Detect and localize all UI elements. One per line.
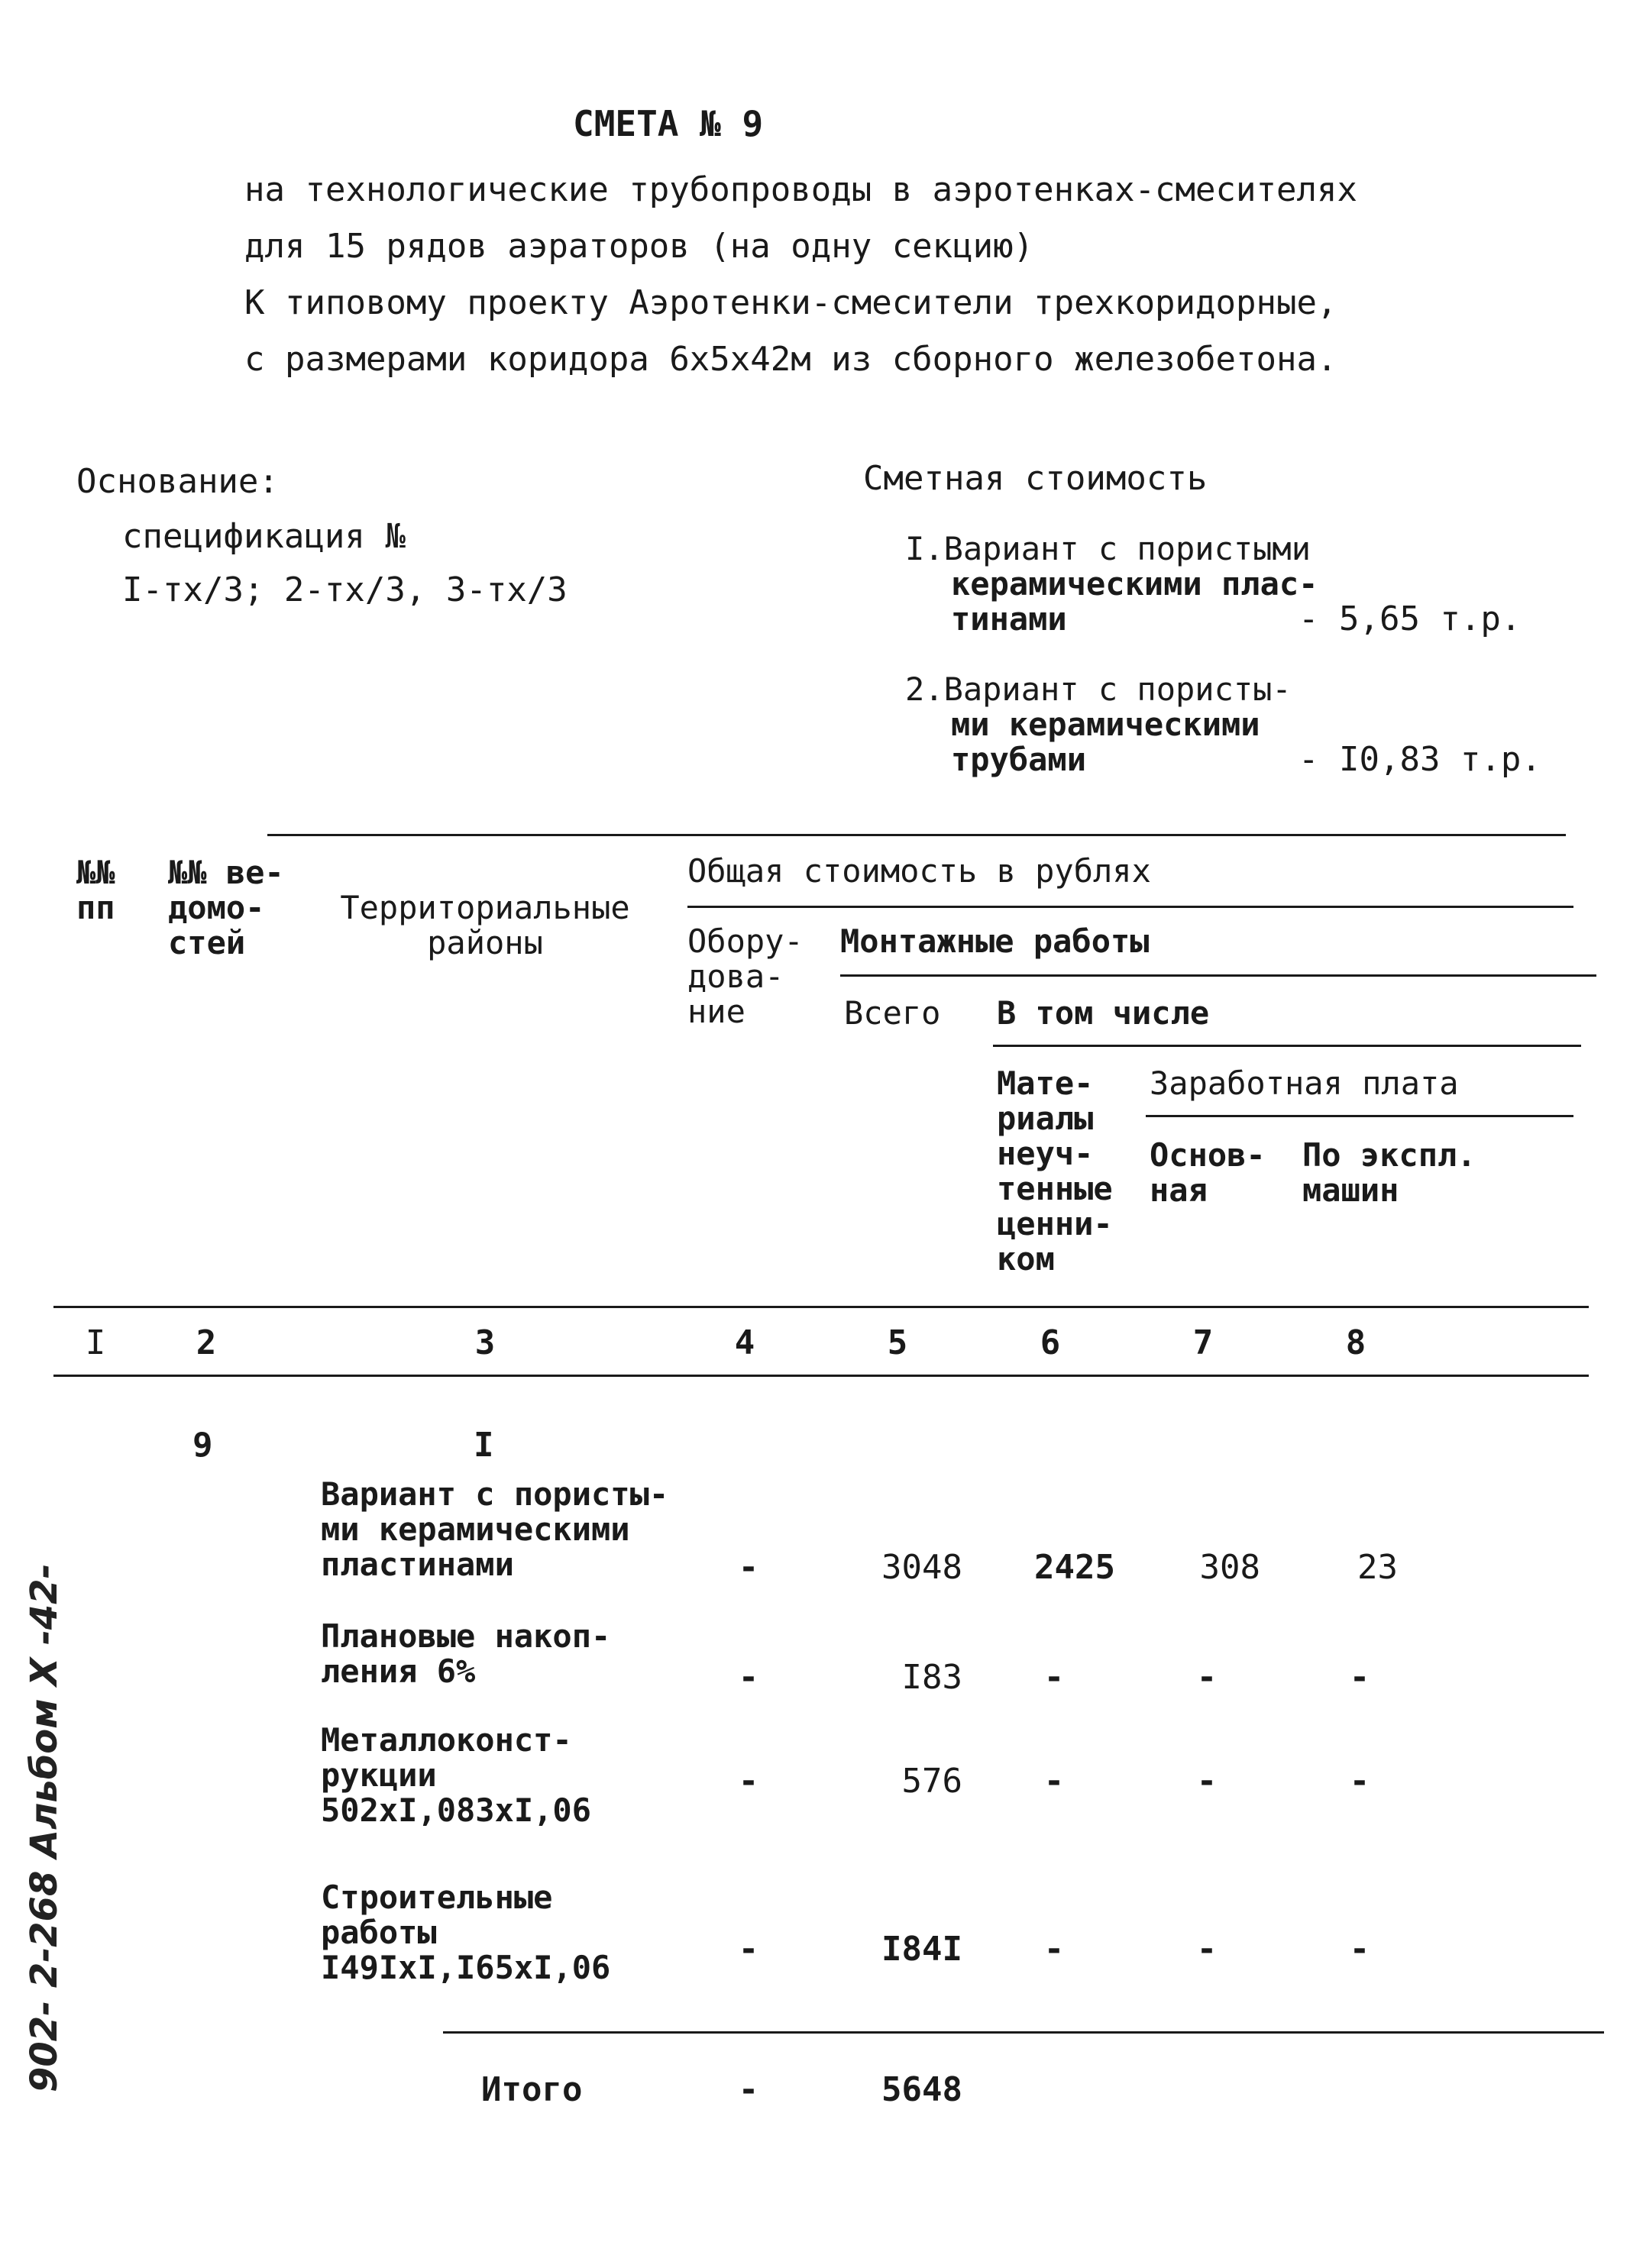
column-number-7: 7 (1192, 1323, 1214, 1362)
header-including: В том числе (997, 994, 1210, 1032)
variant1-line-3: тинами (951, 600, 1067, 638)
header-equipment: Обору- дова- ние (687, 922, 804, 1030)
column-number-6: 6 (1040, 1323, 1061, 1362)
table-row-salary-basic: - (1196, 1658, 1218, 1697)
rule-under-salary (1146, 1115, 1573, 1117)
table-row-equipment: - (738, 1762, 759, 1801)
table-row-salary-machine: 23 (1357, 1548, 1398, 1587)
header-salary-machine: По экспл. машин (1302, 1136, 1476, 1209)
column-number-5: 5 (887, 1323, 908, 1362)
variant1-line-1: I.Вариант с пористыми (905, 530, 1311, 567)
numbers-bottom-rule (53, 1375, 1589, 1377)
variant2-line-1: 2.Вариант с пористы- (905, 670, 1292, 708)
header-bottom-rule (53, 1306, 1589, 1308)
estimate-heading: Сметная стоимость (863, 459, 1208, 498)
table-row-materials: - (1043, 1658, 1065, 1697)
column-number-8: 8 (1345, 1323, 1366, 1362)
total-equipment: - (738, 2070, 759, 2109)
header-row-number: №№ пп (76, 854, 115, 926)
basis-heading: Основание: (76, 462, 279, 501)
album-side-note: 902- 2-268 Альбом X -42- (23, 1563, 66, 2092)
variant1-line-2: керамическими плас- (951, 565, 1318, 603)
rule-under-total-cost (687, 906, 1573, 908)
total-value: 5648 (881, 2070, 962, 2109)
column-number-4: 4 (734, 1323, 755, 1362)
table-row-salary-machine: - (1349, 1762, 1370, 1801)
table-row-total: I84I (881, 1930, 962, 1969)
subtitle-line-1: на технологические трубопроводы в аэротенках-смесителях (244, 170, 1357, 209)
header-total-cost: Общая стоимость в рублях (687, 852, 1151, 890)
table-row-salary-machine: - (1349, 1658, 1370, 1697)
subtitle-line-2: для 15 рядов аэраторов (на одну секцию) (244, 227, 1034, 266)
column-number-1: I (85, 1323, 106, 1362)
table-row-total: 576 (901, 1762, 962, 1801)
table-row-materials: - (1043, 1762, 1065, 1801)
table-row-salary-basic: 308 (1199, 1548, 1260, 1587)
basis-spec-codes: I-тх/3; 2-тх/3, 3-тх/3 (122, 570, 568, 609)
variant2-cost: - I0,83 т.р. (1299, 740, 1541, 779)
table-row-name: Металлоконст- рукции 502хI,083хI,06 (321, 1721, 592, 1829)
table-row-salary-basic: - (1196, 1930, 1218, 1969)
variant2-line-2: ми керамическими (951, 706, 1260, 743)
variant2-line-3: трубами (951, 741, 1087, 778)
table-row-materials: - (1043, 1930, 1065, 1969)
header-districts: Территориальные районы (340, 889, 630, 961)
header-salary-basic: Основ- ная (1150, 1136, 1266, 1209)
header-salary: Заработная плата (1150, 1065, 1459, 1102)
subtitle-line-3: К типовому проекту Аэротенки-смесители трехкоридорные, (244, 283, 1337, 322)
table-row-equipment: - (738, 1548, 759, 1587)
column-number-2: 2 (196, 1323, 217, 1362)
rule-under-installation (840, 974, 1596, 977)
document-title: СМЕТА № 9 (573, 103, 764, 144)
vedomost-number: 9 (192, 1426, 213, 1465)
table-row-total: 3048 (881, 1548, 962, 1587)
header-installation-total: Всего (844, 994, 941, 1032)
rule-under-including (993, 1045, 1581, 1047)
header-vedomost-number: №№ ве- домо- стей (168, 854, 284, 961)
table-row-salary-machine: - (1349, 1930, 1370, 1969)
table-row-name: Плановые накоп- ления 6% (321, 1617, 611, 1690)
variant1-cost: - 5,65 т.р. (1299, 599, 1522, 638)
basis-spec-line: спецификация № (122, 517, 406, 556)
table-row-equipment: - (738, 1658, 759, 1697)
table-top-rule (267, 834, 1566, 836)
total-label: Итого (481, 2070, 583, 2109)
district-number: I (474, 1426, 494, 1465)
header-materials: Мате- риалы неуч- тенные ценни- ком (997, 1065, 1113, 1278)
total-rule (443, 2031, 1604, 2034)
subtitle-line-4: с размерами коридора 6х5х42м из сборного железобетона. (244, 340, 1337, 379)
column-number-3: 3 (474, 1323, 496, 1362)
table-row-materials: 2425 (1034, 1548, 1115, 1587)
table-row-equipment: - (738, 1930, 759, 1969)
table-row-name: Строительные работы I49IхI,I65хI,06 (321, 1879, 611, 1986)
table-row-name: Вариант с пористы- ми керамическими пластинами (321, 1475, 669, 1583)
header-installation: Монтажные работы (840, 922, 1150, 960)
table-row-salary-basic: - (1196, 1762, 1218, 1801)
table-row-total: I83 (901, 1658, 962, 1697)
